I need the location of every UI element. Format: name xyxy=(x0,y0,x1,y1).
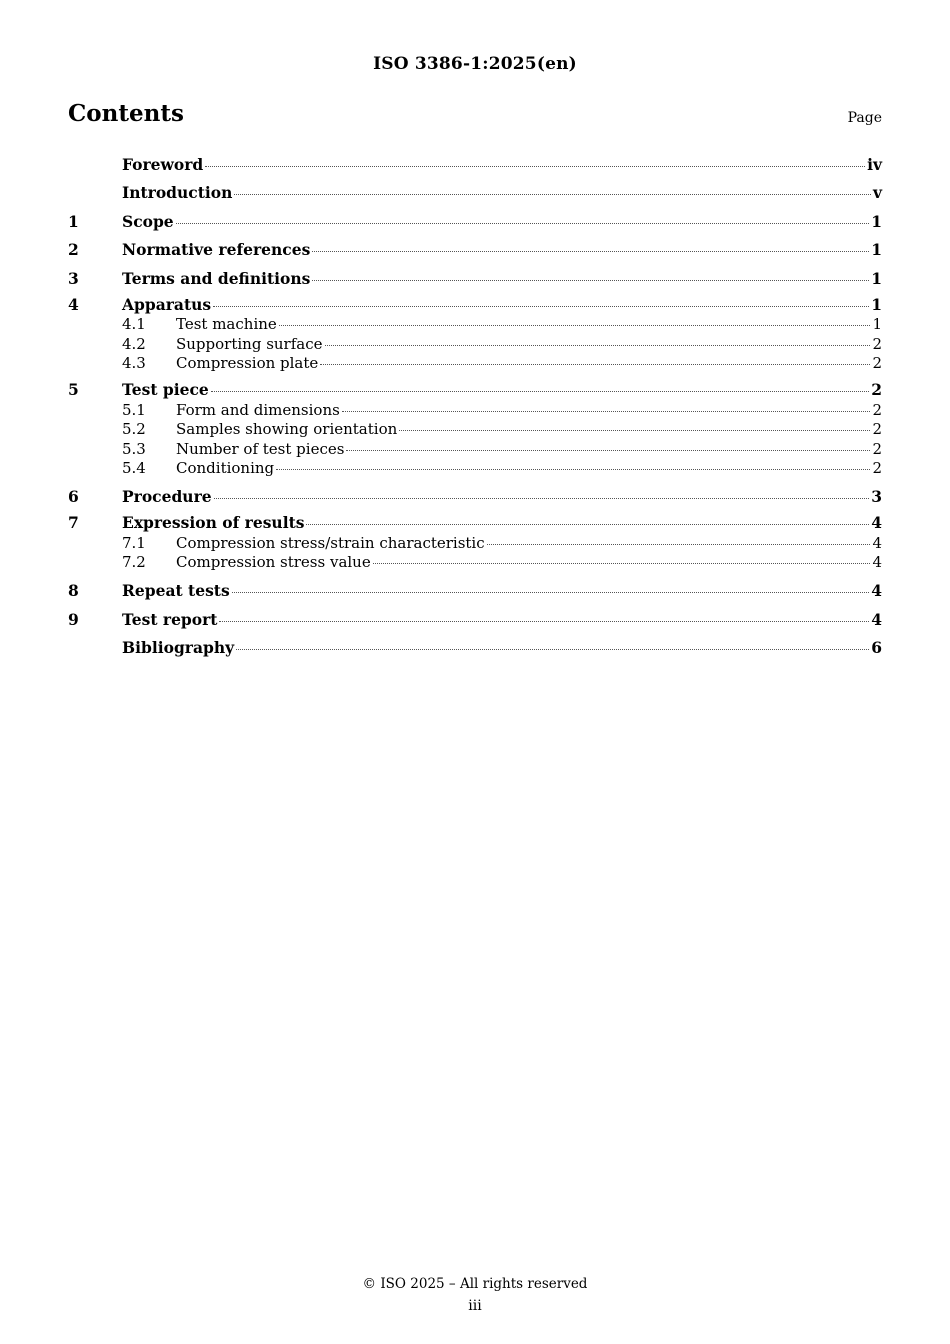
dot-leader xyxy=(219,621,869,622)
toc-entry-title[interactable]: Test piece xyxy=(122,380,209,400)
toc-entry-title[interactable]: Terms and definitions xyxy=(122,268,311,288)
copyright-footer: © ISO 2025 – All rights reserved xyxy=(362,1276,588,1292)
toc-entry-page: 2 xyxy=(871,380,882,400)
dot-leader xyxy=(325,345,871,346)
toc-entry[interactable] xyxy=(68,153,882,181)
toc-subentry[interactable] xyxy=(68,354,882,380)
toc-entry-page: 2 xyxy=(872,334,882,353)
table-of-contents xyxy=(68,153,882,664)
toc-entry-number: 7.1 xyxy=(122,533,146,552)
toc-entry-page: iv xyxy=(867,155,882,174)
toc-entry-title[interactable]: Bibliography xyxy=(122,637,235,657)
toc-entry-title[interactable]: Compression stress/strain characteristic xyxy=(176,533,485,552)
dot-leader xyxy=(312,280,869,281)
toc-entry-number: 3 xyxy=(68,268,79,288)
toc-entry-title[interactable]: Repeat tests xyxy=(122,581,230,601)
toc-entry-number: 8 xyxy=(68,581,79,601)
dot-leader xyxy=(276,469,870,470)
toc-entry-title[interactable]: Samples showing orientation xyxy=(176,420,398,439)
toc-entry-page: 4 xyxy=(871,609,882,629)
toc-entry-page: v xyxy=(872,183,882,203)
footer-page-number: iii xyxy=(468,1298,482,1314)
toc-subentry[interactable] xyxy=(68,553,882,579)
toc-entry-title[interactable]: Compression plate xyxy=(176,354,319,373)
toc-entry-number: 4.1 xyxy=(122,315,146,334)
toc-entry-page: 2 xyxy=(872,439,882,458)
toc-entry-number: 4 xyxy=(68,294,79,314)
page-column-label: Page xyxy=(847,110,882,126)
toc-subentry[interactable] xyxy=(68,420,882,439)
dot-leader xyxy=(279,325,871,326)
dot-leader xyxy=(213,306,869,307)
toc-entry-number: 5 xyxy=(68,380,79,400)
toc-entry-page: 2 xyxy=(872,458,882,477)
toc-entry[interactable] xyxy=(68,513,882,534)
toc-entry-title[interactable]: Procedure xyxy=(122,486,212,506)
dot-leader xyxy=(346,450,870,451)
toc-entry-number: 4.2 xyxy=(122,334,146,353)
toc-subentry[interactable] xyxy=(68,534,882,553)
toc-entry[interactable] xyxy=(68,485,882,513)
dot-leader xyxy=(373,563,871,564)
toc-entry-page: 2 xyxy=(872,354,882,373)
toc-entry-page: 2 xyxy=(872,400,882,419)
toc-subentry[interactable] xyxy=(68,401,882,420)
toc-entry-page: 1 xyxy=(871,268,882,288)
toc-subentry[interactable] xyxy=(68,459,882,485)
toc-entry[interactable] xyxy=(68,238,882,266)
dot-leader xyxy=(320,364,870,365)
toc-entry-number: 1 xyxy=(68,211,79,231)
toc-entry-number: 2 xyxy=(68,240,79,260)
toc-entry-page: 1 xyxy=(871,294,882,314)
toc-entry[interactable] xyxy=(68,380,882,401)
toc-subentry[interactable] xyxy=(68,335,882,354)
toc-entry[interactable] xyxy=(68,579,882,607)
toc-entry-page: 3 xyxy=(871,486,882,506)
toc-entry-title[interactable]: Scope xyxy=(122,211,174,231)
toc-entry-number: 5.4 xyxy=(122,458,146,477)
toc-entry-title[interactable]: Number of test pieces xyxy=(176,439,345,458)
toc-subentry[interactable] xyxy=(68,315,882,334)
toc-entry-number: 4.3 xyxy=(122,354,146,373)
dot-leader xyxy=(205,166,865,167)
toc-entry-title[interactable]: Compression stress value xyxy=(176,553,371,572)
toc-entry-title[interactable]: Form and dimensions xyxy=(176,400,340,419)
toc-entry-title[interactable]: Test report xyxy=(122,609,218,629)
dot-leader xyxy=(399,430,870,431)
toc-entry[interactable] xyxy=(68,636,882,664)
toc-entry-title[interactable]: Conditioning xyxy=(176,458,275,477)
toc-entry[interactable] xyxy=(68,295,882,316)
toc-entry-number: 7 xyxy=(68,513,79,533)
toc-entry-number: 7.2 xyxy=(122,553,146,572)
toc-entry-number: 9 xyxy=(68,609,79,629)
toc-entry-page: 4 xyxy=(871,581,882,601)
dot-leader xyxy=(306,524,869,525)
dot-leader xyxy=(236,649,869,650)
page-title: Contents xyxy=(68,100,184,127)
toc-entry-title[interactable]: Supporting surface xyxy=(176,334,323,353)
toc-entry-page: 4 xyxy=(872,533,882,552)
toc-entry-page: 2 xyxy=(872,420,882,439)
toc-entry-title[interactable]: Normative references xyxy=(122,240,311,260)
toc-entry-number: 5.2 xyxy=(122,420,146,439)
toc-entry-page: 6 xyxy=(871,637,882,657)
toc-entry-page: 1 xyxy=(872,315,882,334)
dot-leader xyxy=(211,391,869,392)
toc-entry[interactable] xyxy=(68,181,882,209)
dot-leader xyxy=(234,194,871,195)
toc-entry-number: 6 xyxy=(68,486,79,506)
dot-leader xyxy=(487,544,871,545)
toc-entry[interactable] xyxy=(68,210,882,238)
dot-leader xyxy=(342,411,871,412)
toc-entry-page: 1 xyxy=(871,211,882,231)
toc-entry-page: 4 xyxy=(872,553,882,572)
dot-leader xyxy=(176,223,870,224)
toc-subentry[interactable] xyxy=(68,440,882,459)
toc-entry-title[interactable]: Foreword xyxy=(122,155,204,174)
toc-entry-page: 4 xyxy=(871,513,882,533)
toc-entry-title[interactable]: Apparatus xyxy=(122,294,212,314)
toc-entry-number: 5.1 xyxy=(122,400,146,419)
toc-entry[interactable] xyxy=(68,608,882,636)
toc-entry-number: 5.3 xyxy=(122,439,146,458)
toc-entry-title[interactable]: Test machine xyxy=(176,315,277,334)
dot-leader xyxy=(232,592,870,593)
toc-entry-title[interactable]: Expression of results xyxy=(122,513,305,533)
toc-entry-page: 1 xyxy=(871,240,882,260)
dot-leader xyxy=(214,498,870,499)
dot-leader xyxy=(312,251,869,252)
toc-entry-title[interactable]: Introduction xyxy=(122,183,233,203)
toc-entry[interactable] xyxy=(68,267,882,295)
document-header: ISO 3386-1:2025(en) xyxy=(373,54,577,74)
